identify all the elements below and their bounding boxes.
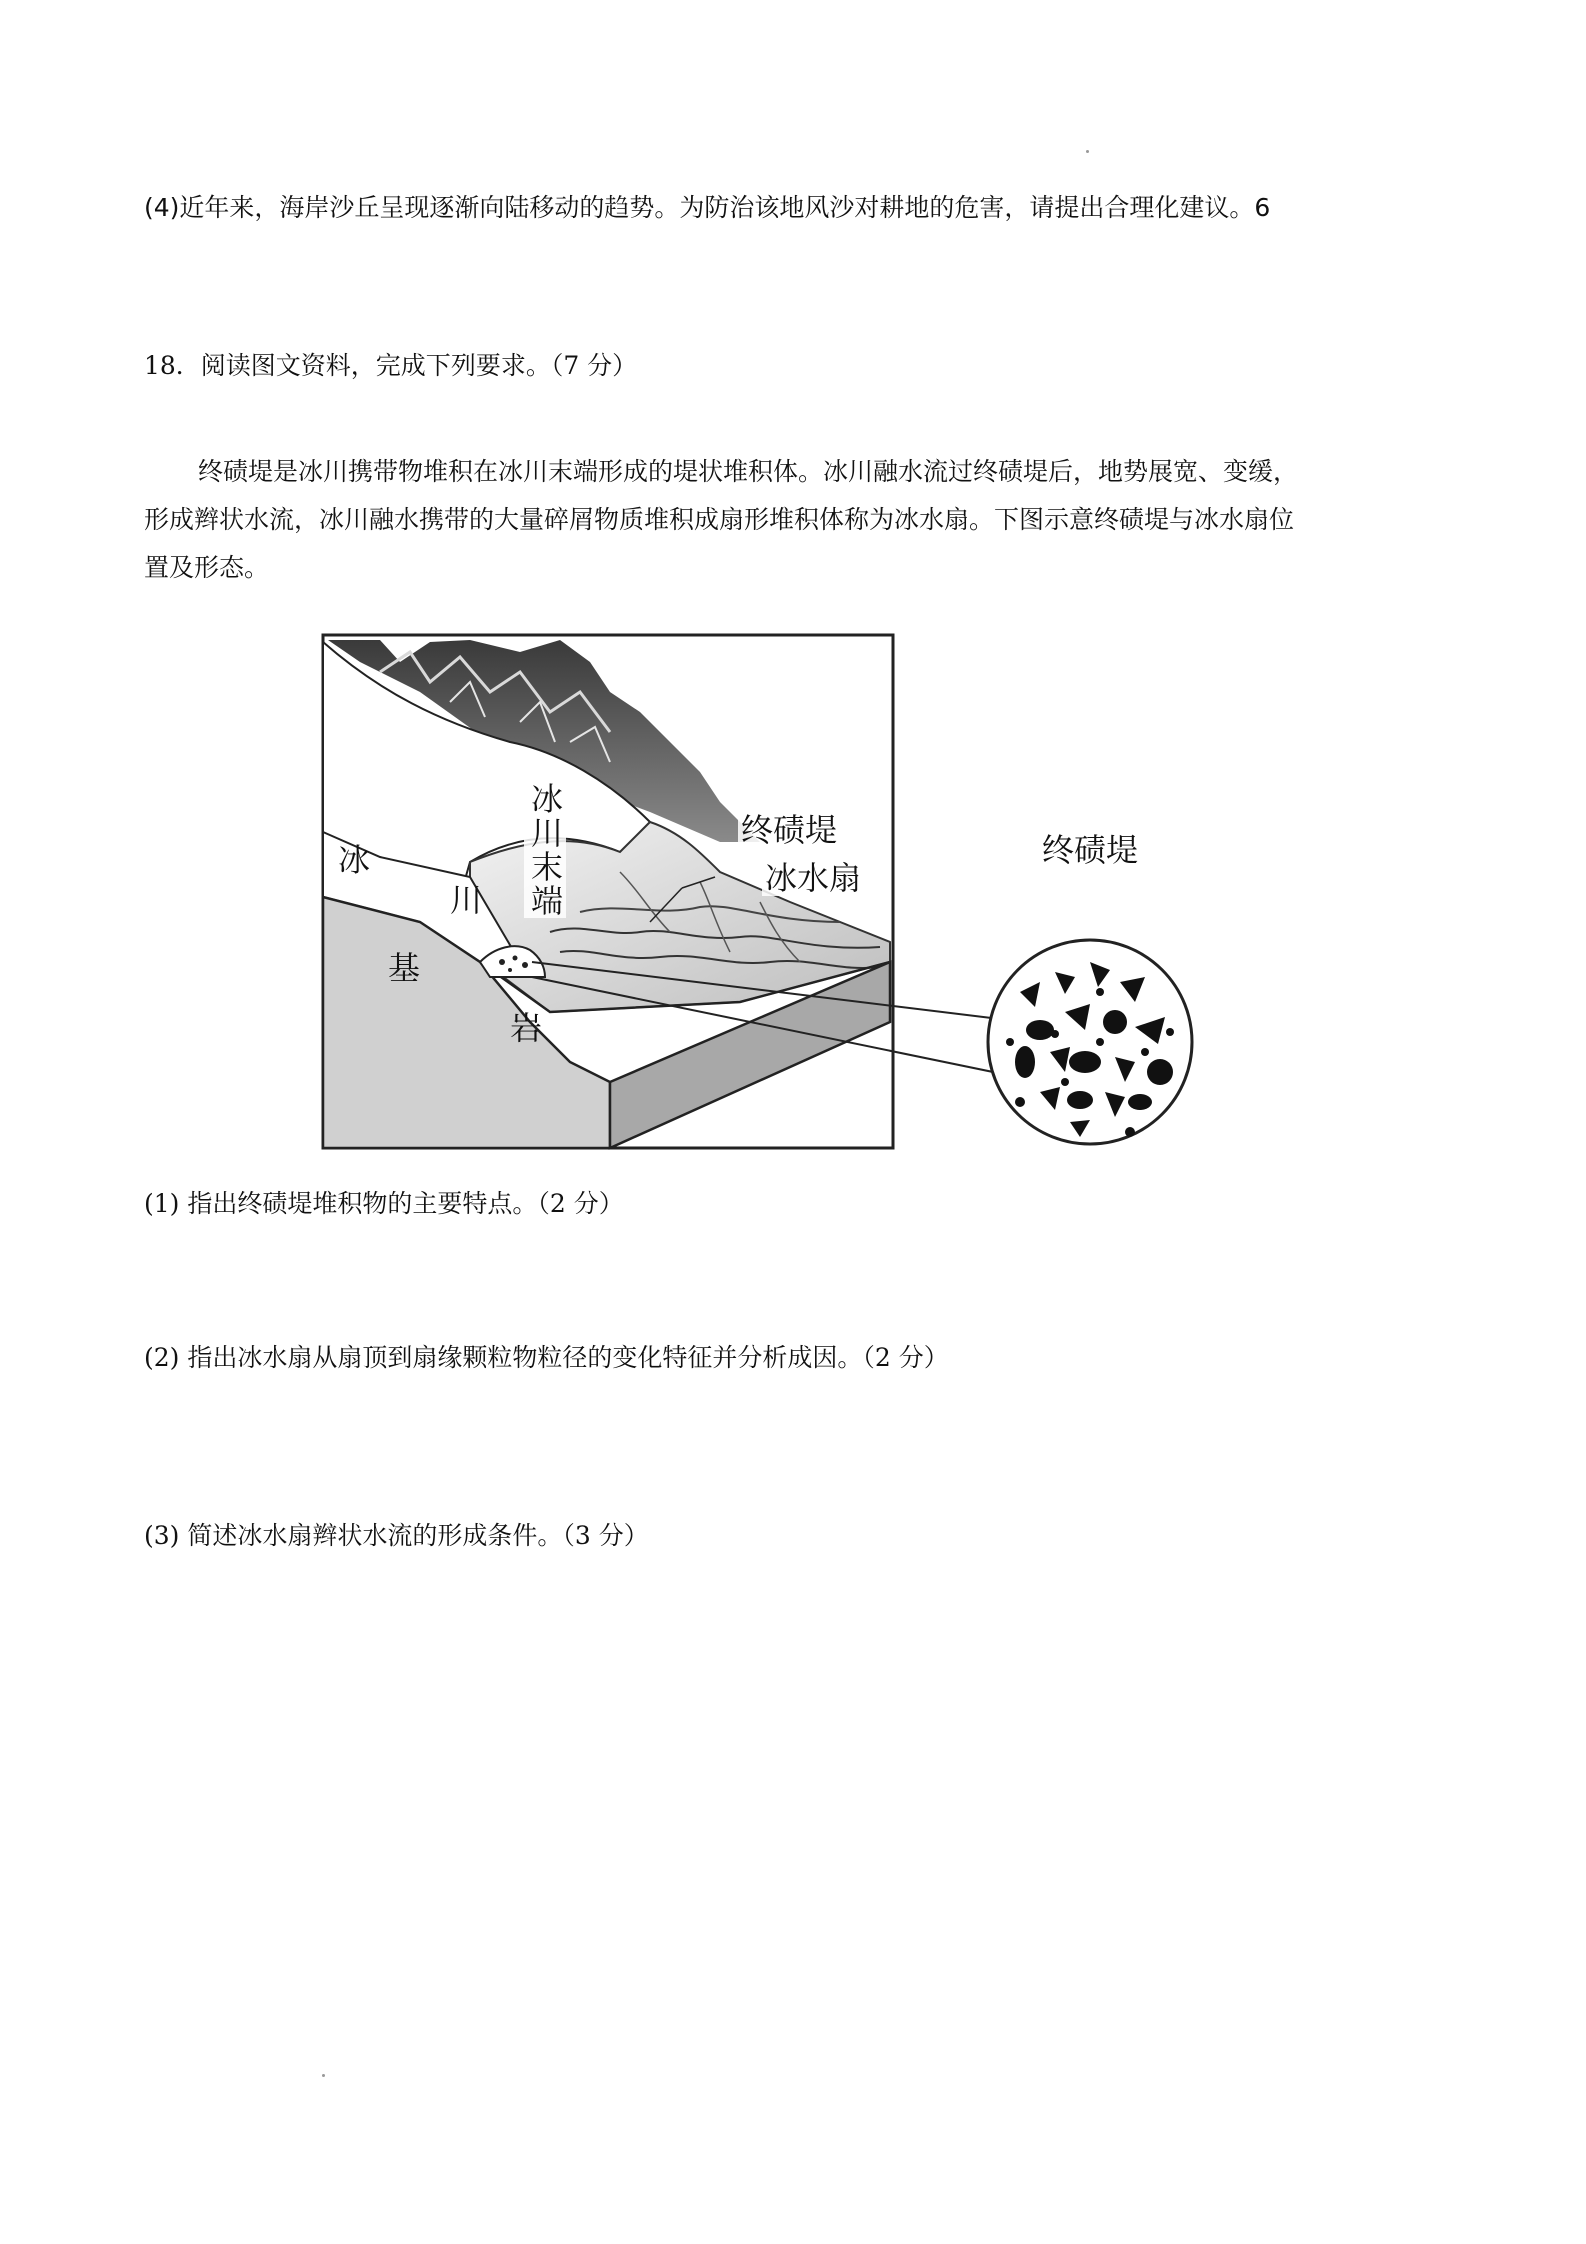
label-outwash-fan: 冰水扇: [762, 860, 864, 896]
paragraph-line: 形成辫状水流，冰川融水携带的大量碎屑物质堆积成扇形堆积体称为冰水扇。下图示意终碛堤与冰水扇位: [144, 505, 1295, 534]
sub-question-3: (3) 简述冰水扇辫状水流的形成条件。（3 分）: [144, 1521, 649, 1550]
question-18-paragraph: [144, 448, 1444, 592]
paragraph-line: 终碛堤是冰川携带物堆积在冰川末端形成的堤状堆积体。冰川融水流过终碛堤后，地势展宽、变缓，: [198, 457, 1299, 486]
moraine-inset-circle: [988, 940, 1192, 1144]
label-terminal-moraine: 终碛堤: [738, 812, 840, 848]
sub-question-1: (1) 指出终碛堤堆积物的主要特点。（2 分）: [144, 1189, 624, 1218]
label-glacier-char1: 冰: [338, 841, 371, 879]
scan-speck: [1086, 150, 1089, 153]
label-glacier-terminus: 冰川末端: [526, 782, 564, 918]
paragraph-line: 置及形态。: [144, 553, 270, 582]
question-18-heading: 18．阅读图文资料，完成下列要求。（7 分）: [144, 351, 638, 380]
label-bedrock-char1: 基: [388, 949, 421, 987]
question-4-text: (4)近年来，海岸沙丘呈现逐渐向陆移动的趋势。为防治该地风沙对耕地的危害，请提出合理化建议。6: [144, 193, 1271, 222]
scan-speck: [322, 2074, 325, 2077]
label-glacier-char2: 川: [450, 881, 483, 919]
sub-question-2: (2) 指出冰水扇从扇顶到扇缘颗粒物粒径的变化特征并分析成因。（2 分）: [144, 1343, 949, 1372]
label-inset-title: 终碛堤: [1042, 831, 1139, 869]
label-bedrock-char2: 岩: [510, 1009, 543, 1047]
glacier-moraine-figure: [320, 632, 1240, 1152]
